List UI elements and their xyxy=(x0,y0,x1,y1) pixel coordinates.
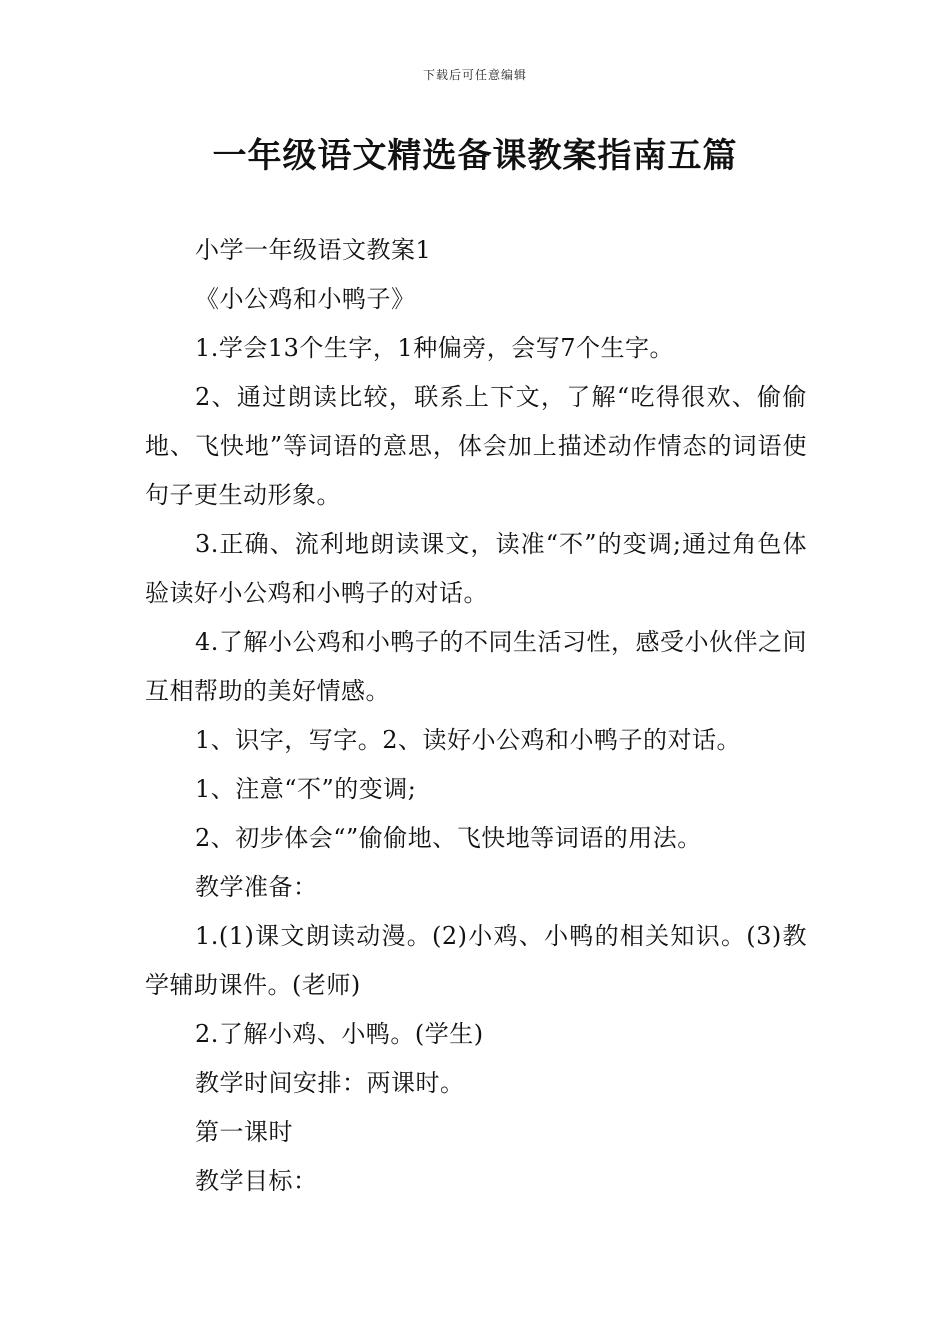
document-body xyxy=(145,226,807,1206)
prep-student: 2.了解小鸡、小鸭。(学生) xyxy=(195,1020,484,1048)
objective-3: 3.正确、流利地朗读课文，读准“不”的变调;通过角色体验读好小公鸡和小鸭子的对话。 xyxy=(145,530,807,607)
lesson-heading: 小学一年级语文教案1 xyxy=(195,236,432,264)
objective-1: 1.学会13个生字，1种偏旁，会写7个生字。 xyxy=(195,334,674,362)
objective-2: 2、通过朗读比较，联系上下文，了解“吃得很欢、偷偷地、飞快地”等词语的意思，体会加上描述动作情态的词语使句子更生动形象。 xyxy=(145,383,807,509)
difficulty-2: 2、初步体会“”偷偷地、飞快地等词语的用法。 xyxy=(195,824,702,852)
first-lesson-heading: 第一课时 xyxy=(195,1118,293,1146)
teaching-goals-heading: 教学目标： xyxy=(195,1167,318,1195)
header-note: 下载后可任意编辑 xyxy=(422,68,527,82)
difficulty-1: 1、注意“不”的变调; xyxy=(195,775,417,803)
page-title: 一年级语文精选备课教案指南五篇 xyxy=(212,136,738,176)
lesson-title: 《小公鸡和小鸭子》 xyxy=(195,285,416,313)
objective-4: 4.了解小公鸡和小鸭子的不同生活习性，感受小伙伴之间互相帮助的美好情感。 xyxy=(145,628,807,705)
prep-teacher: 1.(1)课文朗读动漫。(2)小鸡、小鸭的相关知识。(3)教学辅助课件。(老师) xyxy=(145,922,807,999)
key-points: 1、识字，写字。2、读好小公鸡和小鸭子的对话。 xyxy=(195,726,742,754)
schedule: 教学时间安排：两课时。 xyxy=(195,1069,465,1097)
prep-heading: 教学准备： xyxy=(195,873,318,901)
